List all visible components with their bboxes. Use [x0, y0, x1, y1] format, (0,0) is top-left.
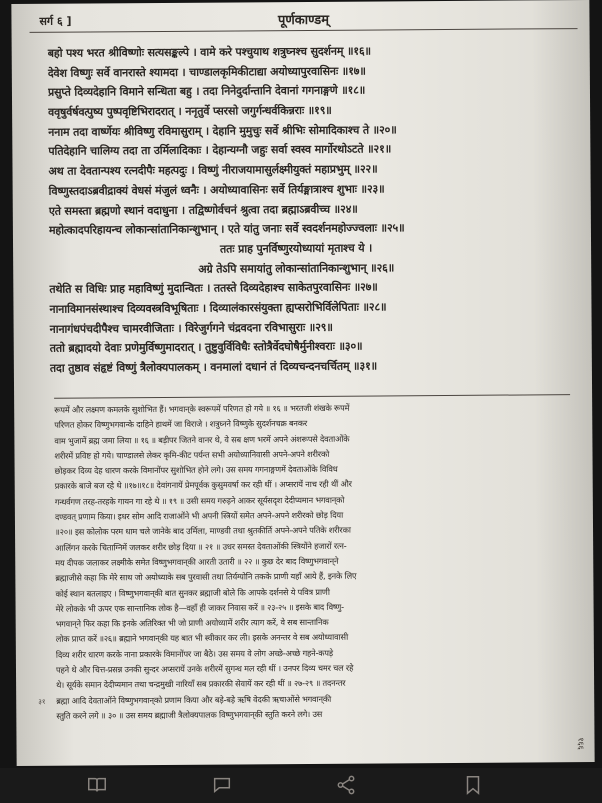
bottom-toolbar — [0, 768, 602, 803]
commentary-line: भगवान्‌ने फिर कहा कि इनके अतिरिक्त भी जो प्राणी अयोध्यामें शरीर त्याग करें, वे सब सान्तानिक — [55, 616, 329, 629]
verse-line: एते समस्ता ब्रह्मणो स्थानं वदाधुना । तद्विष्णोर्वचनं श्रुत्वा तदा ब्रह्माऽब्रवीच्च ॥२४॥ — [48, 202, 358, 218]
commentary-line: आलिंगन करके चिताग्निमें जलकर शरीर छोड़ दिया ॥ २१ ॥ उधर समस्त देवताओंकी स्त्रियोंने हजारों रत्न- — [55, 540, 347, 553]
verse-line: तदा तुष्ठाव संहृष्टं विष्णुं त्रैलोक्यपालकम् । वनमालां दधानं तं दिव्यचन्दनचर्चितम् ॥३१॥ — [49, 359, 378, 375]
margin-number: ३१ — [38, 697, 46, 706]
commentary-line: दण्डवत् प्रणाम किया। इधर सोम आदि राजाओंने भी अपनी स्त्रियों समेत अपने-अपने शरीरको छोड़ दिया — [54, 509, 344, 522]
verse-line: देवेश विष्णुः सर्वे वानरास्ते श्यामदा । चाण्डालकृमिकीटाद्या अयोध्यापुरवासिनः ॥१७॥ — [47, 64, 366, 80]
page-number: १६६ — [575, 737, 585, 750]
page-header — [29, 6, 577, 33]
verse-line: नानागंधपंचदीपैश्च चामरवीजिताः । विरेजुर्गगने चंद्रवदना रविभासुराः ॥२९॥ — [49, 320, 333, 336]
commentary-line: थे। सूर्यके समान देदीप्यमान तथा चन्द्रमुखी नारियाँ सब प्रकारकी सेवायें कर रही थीं ॥ २७-२९ ॥ तदनन्तर — [56, 678, 346, 691]
verse-line: ववृषुर्वर्षवत्पुष्य पुष्पवृष्टिभिरादरात् । ननृतुर्वे प्सरसो जगुर्गन्धर्वकिन्नराः ॥१९॥ — [48, 103, 332, 119]
commentary-line: मेरे लोकके भी ऊपर एक सान्तानिक लोक है—वहाँ ही जाकर निवास करें ॥ २३-२५ ॥ इसके बाद विष्णु- — [55, 601, 344, 614]
verse-line: बहो पश्य भरत श्रीविष्णोः सत्यसङ्कल्पे । वामे करे पश्चुयाथ शत्रुघ्नश्च सुदर्शनम् ॥१६॥ — [47, 44, 371, 60]
comment-icon[interactable] — [211, 774, 237, 798]
commentary-line: ब्रह्मा आदि देवताओंने विष्णुभगवान्‌को प्रणाम किया और बड़े-बड़े ऋषि वेदकी ऋचाओंसे भगवान्‌की — [56, 693, 332, 706]
verse-line: पतिदेहानि चालिग्य तदा ता उर्मिलादिकाः । देहान्यग्नौ जहुः सर्वा स्वस्व मार्गोरथोऽटते ॥२१॥ — [48, 142, 392, 159]
commentary-line: छोड़कर दिव्य देह धारण करके विमानोंपर सुशोभित होने लगे। उस समय गगनाङ्गणमें देवताओंके विविध — [54, 463, 338, 476]
verse-line: ननाम तदा वार्ष्णेयः श्रीविष्णु रविमासुराम् । देहानि मुमुचुः सर्वे श्रीभिः सोमादिकाश्च ते ॥२०॥ — [48, 123, 397, 139]
commentary-line: लोक प्राप्त करें ॥२६॥ ब्रह्माने भगवान्‌की यह बात भी स्वीकार कर ली। इसके अनन्तर वे सब अयोध्यावासी — [55, 632, 349, 645]
commentary-line: पहने थे और चित्त-प्रसन्न उनकी सुन्दर अप्सरायें उनके शरीरमें सुगन्ध मल रही थीं । उनपर दिव्य चमर चल रहे — [55, 662, 354, 675]
commentary-line: कोई स्थान बतलाइए । विष्णुभगवान्‌की बात सुनकर ब्रह्माजी बोले कि आपके दर्शनसे ये पवित्र प्राणी — [55, 586, 330, 599]
commentary-line: दिव्य शरीर धारण करके नाना प्रकारके विमानोंपर जा बैठे। उस समय वे लोग अच्छे-अच्छे गहने-कपड़े — [55, 647, 334, 660]
book-icon[interactable] — [86, 774, 112, 798]
verse-line: महोत्कादपरिहायन्च लोकान्सांतानिकान्शुभान् । एते यांतु जनाः सर्वे स्वदर्शनमहोज्ज्वलाः ॥२५॥ — [48, 221, 405, 237]
page-title: पूर्णकाण्डम् — [277, 12, 330, 29]
verse-line: विष्णुस्तदाऽब्रवीद्राक्यं वेधसं मंजुलं ध्वनैः । अयोध्यावासिनः सर्वे तिर्यङ्मात्राश्च शुभाः ॥२३॥ — [48, 182, 385, 198]
commentary-line: रूपमें और लक्ष्मण कमलके सुशोभित हैं। भगवान्‌के स्वरूपमें परिणत हो गये ॥ १६ ॥ भरतजी शंखके रूपमें — [54, 402, 350, 415]
verse-line: अथ ता देवतान्पश्य रत्नदीपैः महत्पदुः । विष्णुं नीराजयामासुर्लक्ष्मीयुक्तं महाप्रभुम् ॥२२॥ — [48, 162, 378, 178]
commentary-line: स्तुति करने लगे ॥ ३० ॥ उस समय ब्रह्माजी त्रैलोक्यपालक विष्णुभगवान्‌की स्तुति करने लगे। उस — [56, 708, 323, 721]
commentary-line: प्रकारके बाजे बज रहे थे ॥१७॥१८॥ देवांगनायें प्रेमपूर्वक कुसुमवर्षा कर रही थीं । अप्सरायें नाच रही थीं और — [54, 479, 352, 492]
commentary-line: मय दीपक जलाकर लक्ष्मीके समेत विष्णुभगवान्‌की आरती उतारी ॥ २२ ॥ कुछ देर बाद विष्णुभगवान्‌ने — [55, 555, 339, 568]
commentary-line: शरीरमें प्रविष्ट हो गये। चाण्डालसे लेकर कृमि-कीट पर्यन्त सभी अयोध्यानिवासी अपने-अपने शरीरको — [54, 448, 330, 461]
verse-line: ततः प्राह पुनर्विष्णुरयोध्यायां मृताश्च ये । — [219, 241, 373, 256]
commentary-block — [54, 399, 566, 724]
commentary-line: परिणत होकर विष्णुभगवान्के दाहिने हाथमें जा विराजे । शत्रुघ्नने विष्णुके सुदर्शनचक्र बनकर — [54, 418, 308, 431]
commentary-line: ब्रह्माजीसे कहा कि मेरे साथ जो अयोध्याके सब पुरवासी तथा तिर्यग्योनि तकके प्राणी यहाँ आये हैं, इनके लिए — [55, 570, 357, 583]
verse-line: तथेति स विधिः प्राह महाविष्णुं मुदान्वितः । ततस्ते दिव्यदेहाश्च साकेतपुरवासिनः ॥२७॥ — [49, 280, 378, 297]
bookmark-icon[interactable] — [462, 774, 488, 798]
verse-line: ततो ब्रह्मादयो देवाः प्रणेमुर्विष्णुमादरात् । तुष्टुवुर्विविधैः स्तोत्रैर्वेदघोषैर्मुनीश्वराः ॥३०॥ — [49, 339, 363, 356]
document-page — [11, 0, 594, 766]
verse-line: अग्रे तेऽपि समायांतु लोकान्सांतानिकान्शुभान् ॥२६॥ — [198, 260, 395, 276]
commentary-line: ॥२०॥ इस कोलोक परम धाम चले जानेके बाद उर्मिला, माण्डवी तथा श्रुतकीर्ति अपने-अपने पतिके शरीरका — [55, 525, 351, 538]
share-icon[interactable] — [335, 774, 361, 798]
chapter-label: सर्ग ६ ] — [39, 14, 72, 28]
verse-line: नानाविमानसंस्थाश्च दिव्यवस्त्रविभूषिताः । दिव्यालंकारसंयुक्ता ह्यप्सरोभिर्विलेपिताः ॥२८॥ — [49, 300, 387, 316]
commentary-line: वाम भुजामें ब्रह्म जमा लिया ॥ १६ ॥ बड़ीपर जितने वानर थे, वे सब क्षण भरमें अपने अंशरूपसे देवताओंके — [54, 433, 350, 446]
commentary-line: गन्धर्वगण तरह-तरहके गायन गा रहे थे ॥ १९ ॥ उसी समय गरुड़ने आकर सूर्यसदृश देदीप्यमान भगवान्‌को — [54, 494, 345, 507]
section-divider — [54, 394, 570, 399]
verse-line: प्रसुप्ते दिव्यदेहानि विमाने सन्धिता बहु । तदा निनेदुर्दान्तानि देवानां गगनाङ्गणे ॥१८॥ — [47, 83, 366, 100]
verse-block — [48, 40, 574, 378]
